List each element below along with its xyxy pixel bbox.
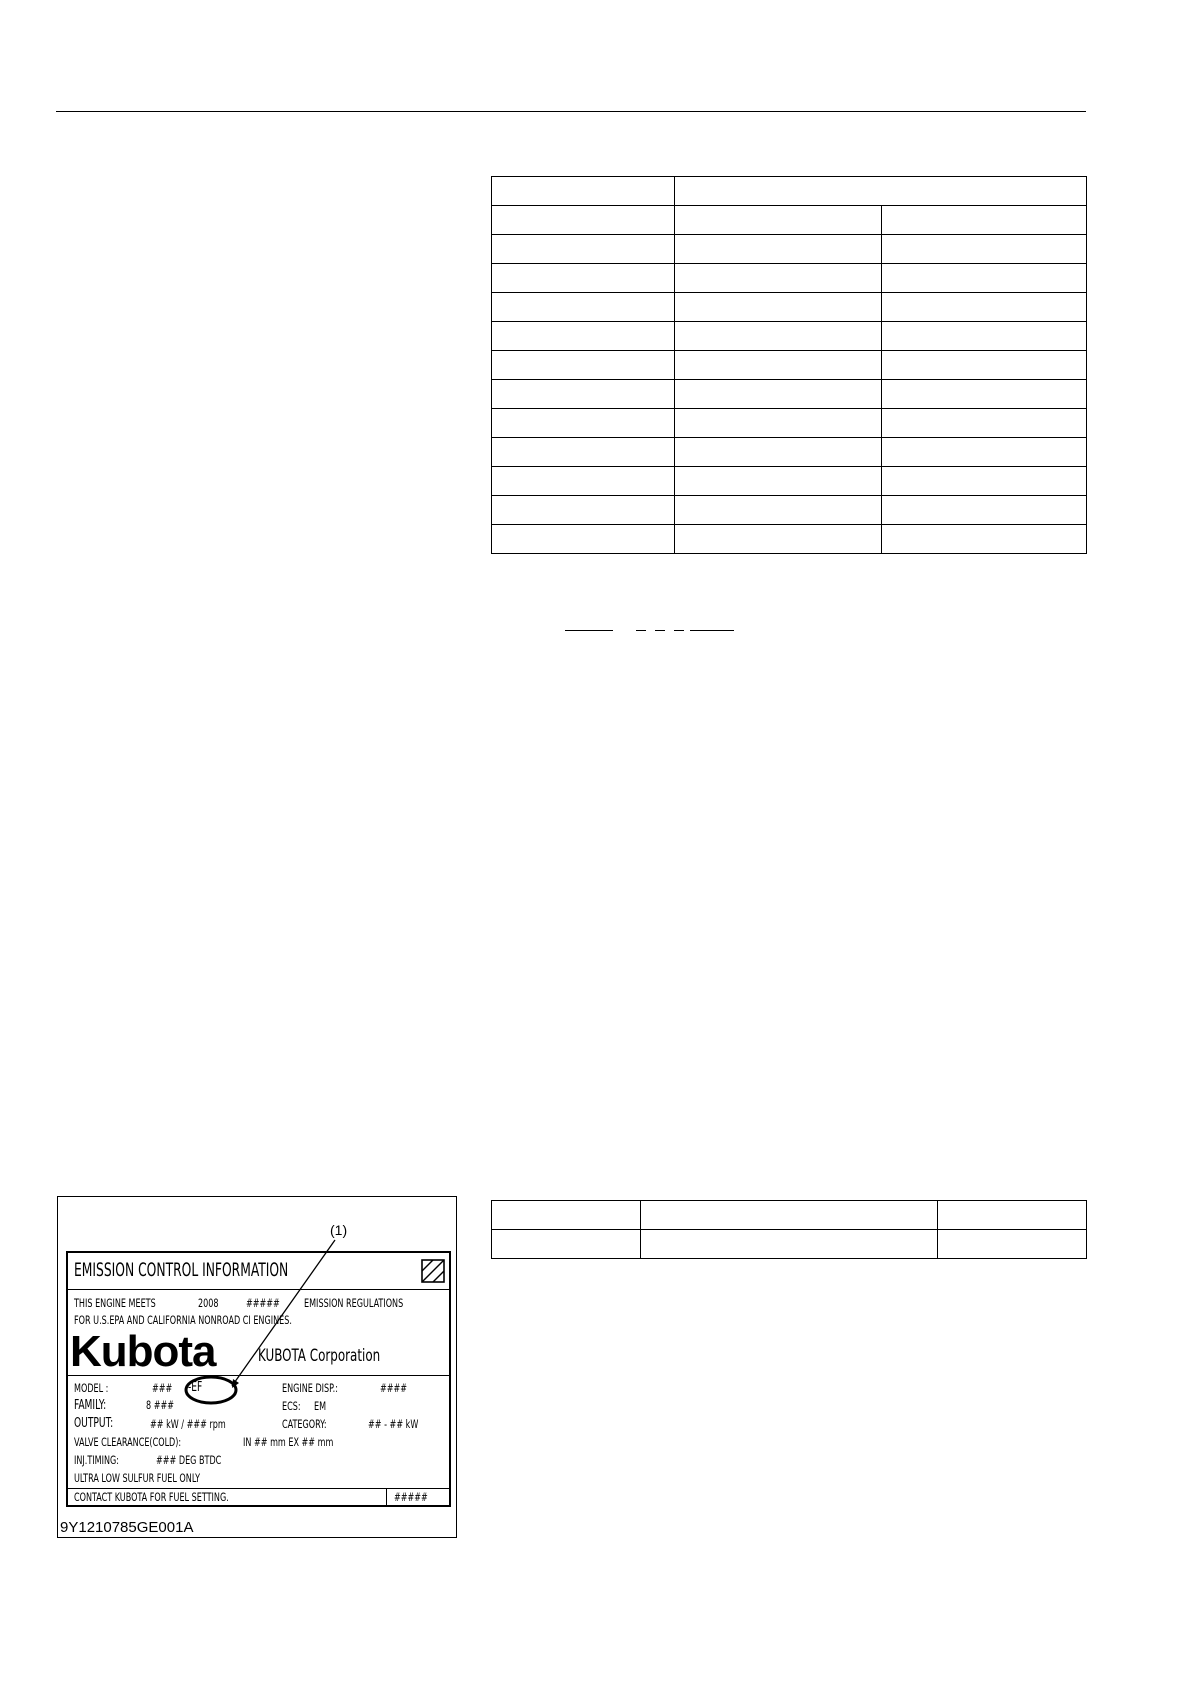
highlight-ellipse	[186, 1377, 236, 1403]
meets-prefix: THIS ENGINE MEETS	[74, 1296, 156, 1310]
callout-label: (1)	[330, 1222, 348, 1238]
meets-year: 2008	[198, 1296, 219, 1310]
inj-value: ### DEG BTDC	[156, 1453, 222, 1467]
footer-code: #####	[394, 1490, 428, 1504]
plate-title: EMISSION CONTROL INFORMATION	[74, 1259, 289, 1281]
output-label: OUTPUT:	[74, 1416, 114, 1431]
meets-suffix: EMISSION REGULATIONS	[304, 1296, 404, 1310]
model-suffix: -EF	[188, 1380, 203, 1395]
family-value: 8 ###	[146, 1398, 174, 1412]
ecs-value: EM	[314, 1399, 327, 1413]
corporation-name: KUBOTA Corporation	[258, 1346, 381, 1366]
output-value: ## kW / ### rpm	[150, 1417, 226, 1431]
disp-value: ####	[380, 1381, 408, 1395]
contact-note: CONTACT KUBOTA FOR FUEL SETTING.	[74, 1490, 229, 1504]
figure-code: 9Y1210785GE001A	[60, 1519, 194, 1536]
model-label: MODEL :	[74, 1381, 109, 1395]
family-label: FAMILY:	[74, 1398, 107, 1413]
category-value: ## - ## kW	[368, 1417, 419, 1431]
category-label: CATEGORY:	[282, 1417, 327, 1431]
fuel-note: ULTRA LOW SULFUR FUEL ONLY	[74, 1471, 201, 1485]
valve-label: VALVE CLEARANCE(COLD):	[74, 1435, 182, 1449]
inj-label: INJ.TIMING:	[74, 1453, 120, 1467]
model-value: ###	[152, 1381, 173, 1395]
regs-line: FOR U.S.EPA AND CALIFORNIA NONROAD CI ENGINES.	[74, 1313, 292, 1327]
ecs-label: ECS:	[282, 1399, 301, 1413]
kubota-logo: Kubota	[70, 1327, 216, 1376]
callout-leader-line	[232, 1240, 335, 1386]
disp-label: ENGINE DISP.:	[282, 1381, 338, 1395]
meets-hash: #####	[246, 1296, 280, 1310]
valve-value: IN ## mm EX ## mm	[243, 1435, 334, 1449]
